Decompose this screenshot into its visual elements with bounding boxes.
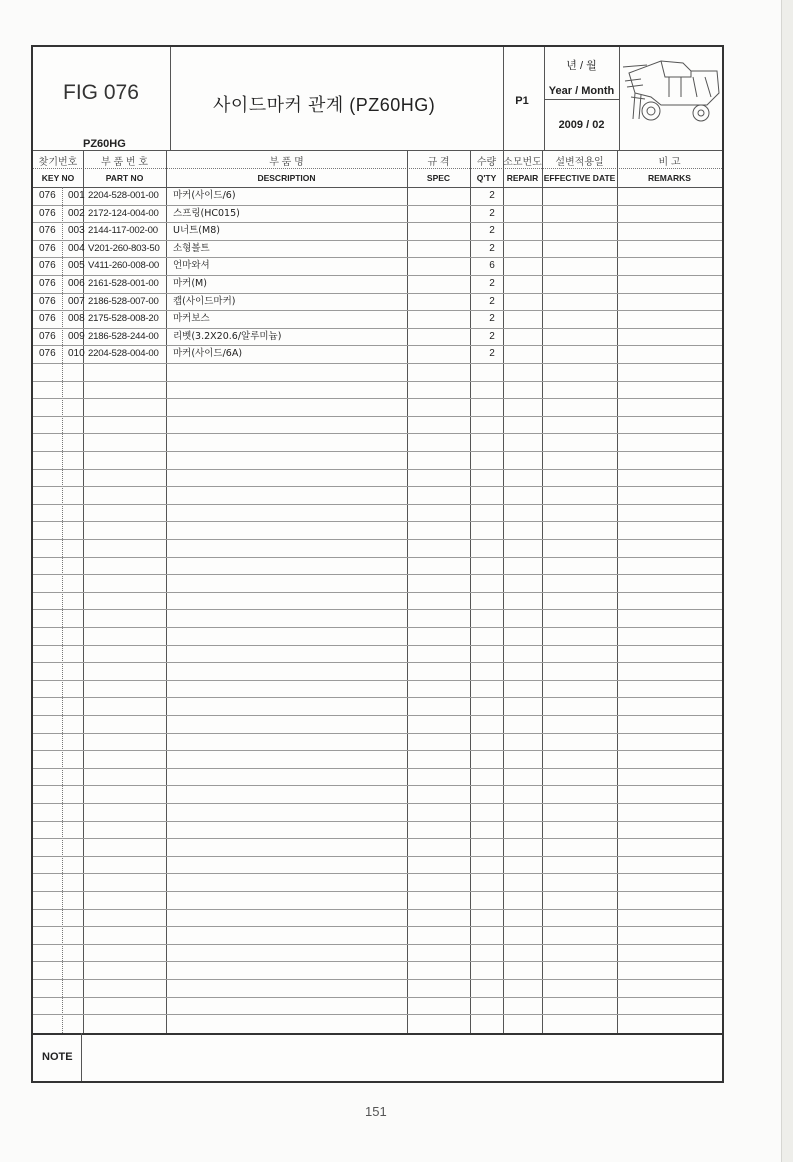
issue-date: 2009 / 02 xyxy=(558,119,605,131)
note-label: NOTE xyxy=(42,1051,73,1063)
column-header-kr: 소모번도 xyxy=(503,157,542,168)
parts-list-form xyxy=(31,45,724,1083)
table-row xyxy=(33,187,722,204)
description-cell: U너트(M8) xyxy=(173,225,220,236)
description-cell: 언마와셔 xyxy=(173,260,210,271)
part-number-cell: 2175-528-008-20 xyxy=(88,313,159,324)
fig-number-cell: 076 xyxy=(39,278,56,289)
figure-number: FIG 076 xyxy=(63,81,139,104)
column-header-en: SPEC xyxy=(426,173,451,183)
description-cell: 캡(사이드마커) xyxy=(173,296,236,307)
column-header-kr: 찾기번호 xyxy=(38,157,78,168)
page-edge xyxy=(781,0,793,1162)
part-number-cell: 2172-124-004-00 xyxy=(88,208,159,219)
table-row xyxy=(33,328,722,345)
quantity-cell: 2 xyxy=(489,313,495,324)
key-number-cell: 004 xyxy=(68,243,85,254)
key-number-cell: 006 xyxy=(68,278,85,289)
table-row xyxy=(33,310,722,327)
year-month-kr-label: 년 / 월 xyxy=(566,60,597,72)
fig-number-cell: 076 xyxy=(39,348,56,359)
part-number-cell: 2186-528-244-00 xyxy=(88,331,159,342)
key-number-cell: 001 xyxy=(68,190,85,201)
quantity-cell: 2 xyxy=(489,348,495,359)
fig-number-cell: 076 xyxy=(39,225,56,236)
fig-number-cell: 076 xyxy=(39,296,56,307)
key-number-cell: 008 xyxy=(68,313,85,324)
description-cell: 마커(M) xyxy=(173,278,207,289)
description-cell: 리벳(3.2X20.6/알루미늄) xyxy=(173,331,282,342)
table-row xyxy=(33,222,722,239)
quantity-cell: 2 xyxy=(489,296,495,307)
column-header-en: PART NO xyxy=(105,173,144,183)
table-row xyxy=(33,257,722,274)
part-number-cell: 2204-528-004-00 xyxy=(88,348,159,359)
page-title: 사이드마커 관계 (PZ60HG) xyxy=(213,95,436,115)
description-cell: 마커(사이드/6) xyxy=(173,190,236,201)
column-header-en: KEY NO xyxy=(41,173,75,183)
quantity-cell: 2 xyxy=(489,331,495,342)
fig-number-cell: 076 xyxy=(39,243,56,254)
year-month-en-label: Year / Month xyxy=(548,85,615,97)
description-cell: 소형볼트 xyxy=(173,243,210,254)
quantity-cell: 2 xyxy=(489,225,495,236)
column-header-kr: 수량 xyxy=(476,157,497,168)
page-code: P1 xyxy=(515,95,529,107)
model-code: PZ60HG xyxy=(83,138,126,150)
description-cell: 스프링(HC015) xyxy=(173,208,240,219)
fig-number-cell: 076 xyxy=(39,190,56,201)
key-number-cell: 005 xyxy=(68,260,85,271)
key-number-cell: 009 xyxy=(68,331,85,342)
key-number-cell: 007 xyxy=(68,296,85,307)
key-number-cell: 003 xyxy=(68,225,85,236)
part-number-cell: 2204-528-001-00 xyxy=(88,190,159,201)
quantity-cell: 6 xyxy=(489,260,495,271)
fig-number-cell: 076 xyxy=(39,208,56,219)
part-number-cell: V201-260-803-50 xyxy=(88,243,160,254)
description-cell: 마커보스 xyxy=(173,313,210,324)
column-header-en: EFFECTIVE DATE xyxy=(543,173,616,183)
column-header-kr: 부 품 명 xyxy=(269,157,304,168)
quantity-cell: 2 xyxy=(489,243,495,254)
part-number-cell: 2161-528-001-00 xyxy=(88,278,159,289)
column-header-kr: 비 고 xyxy=(658,157,681,168)
part-number-cell: V411-260-008-00 xyxy=(88,260,159,271)
column-header-kr: 규 격 xyxy=(427,157,450,168)
column-header-en: Q'TY xyxy=(476,173,497,183)
key-number-cell: 002 xyxy=(68,208,85,219)
part-number-cell: 2144-117-002-00 xyxy=(88,225,158,236)
table-row xyxy=(33,205,722,222)
table-row xyxy=(33,275,722,292)
part-number-cell: 2186-528-007-00 xyxy=(88,296,159,307)
fig-number-cell: 076 xyxy=(39,260,56,271)
column-header-en: REPAIR xyxy=(506,173,539,183)
quantity-cell: 2 xyxy=(489,208,495,219)
table-row xyxy=(33,240,722,257)
page-number: 151 xyxy=(365,1104,387,1119)
quantity-cell: 2 xyxy=(489,190,495,201)
column-header-en: REMARKS xyxy=(648,173,691,183)
table-row xyxy=(33,293,722,310)
column-header-kr: 부 품 번 호 xyxy=(101,157,148,168)
fig-number-cell: 076 xyxy=(39,331,56,342)
key-number-cell: 010 xyxy=(68,348,85,359)
description-cell: 마커(사이드/6A) xyxy=(173,348,243,359)
machine-illustration xyxy=(621,53,725,127)
quantity-cell: 2 xyxy=(489,278,495,289)
column-header-en: DESCRIPTION xyxy=(257,173,316,183)
table-row xyxy=(33,345,722,362)
fig-number-cell: 076 xyxy=(39,313,56,324)
column-header-kr: 설변적용일 xyxy=(555,157,604,168)
